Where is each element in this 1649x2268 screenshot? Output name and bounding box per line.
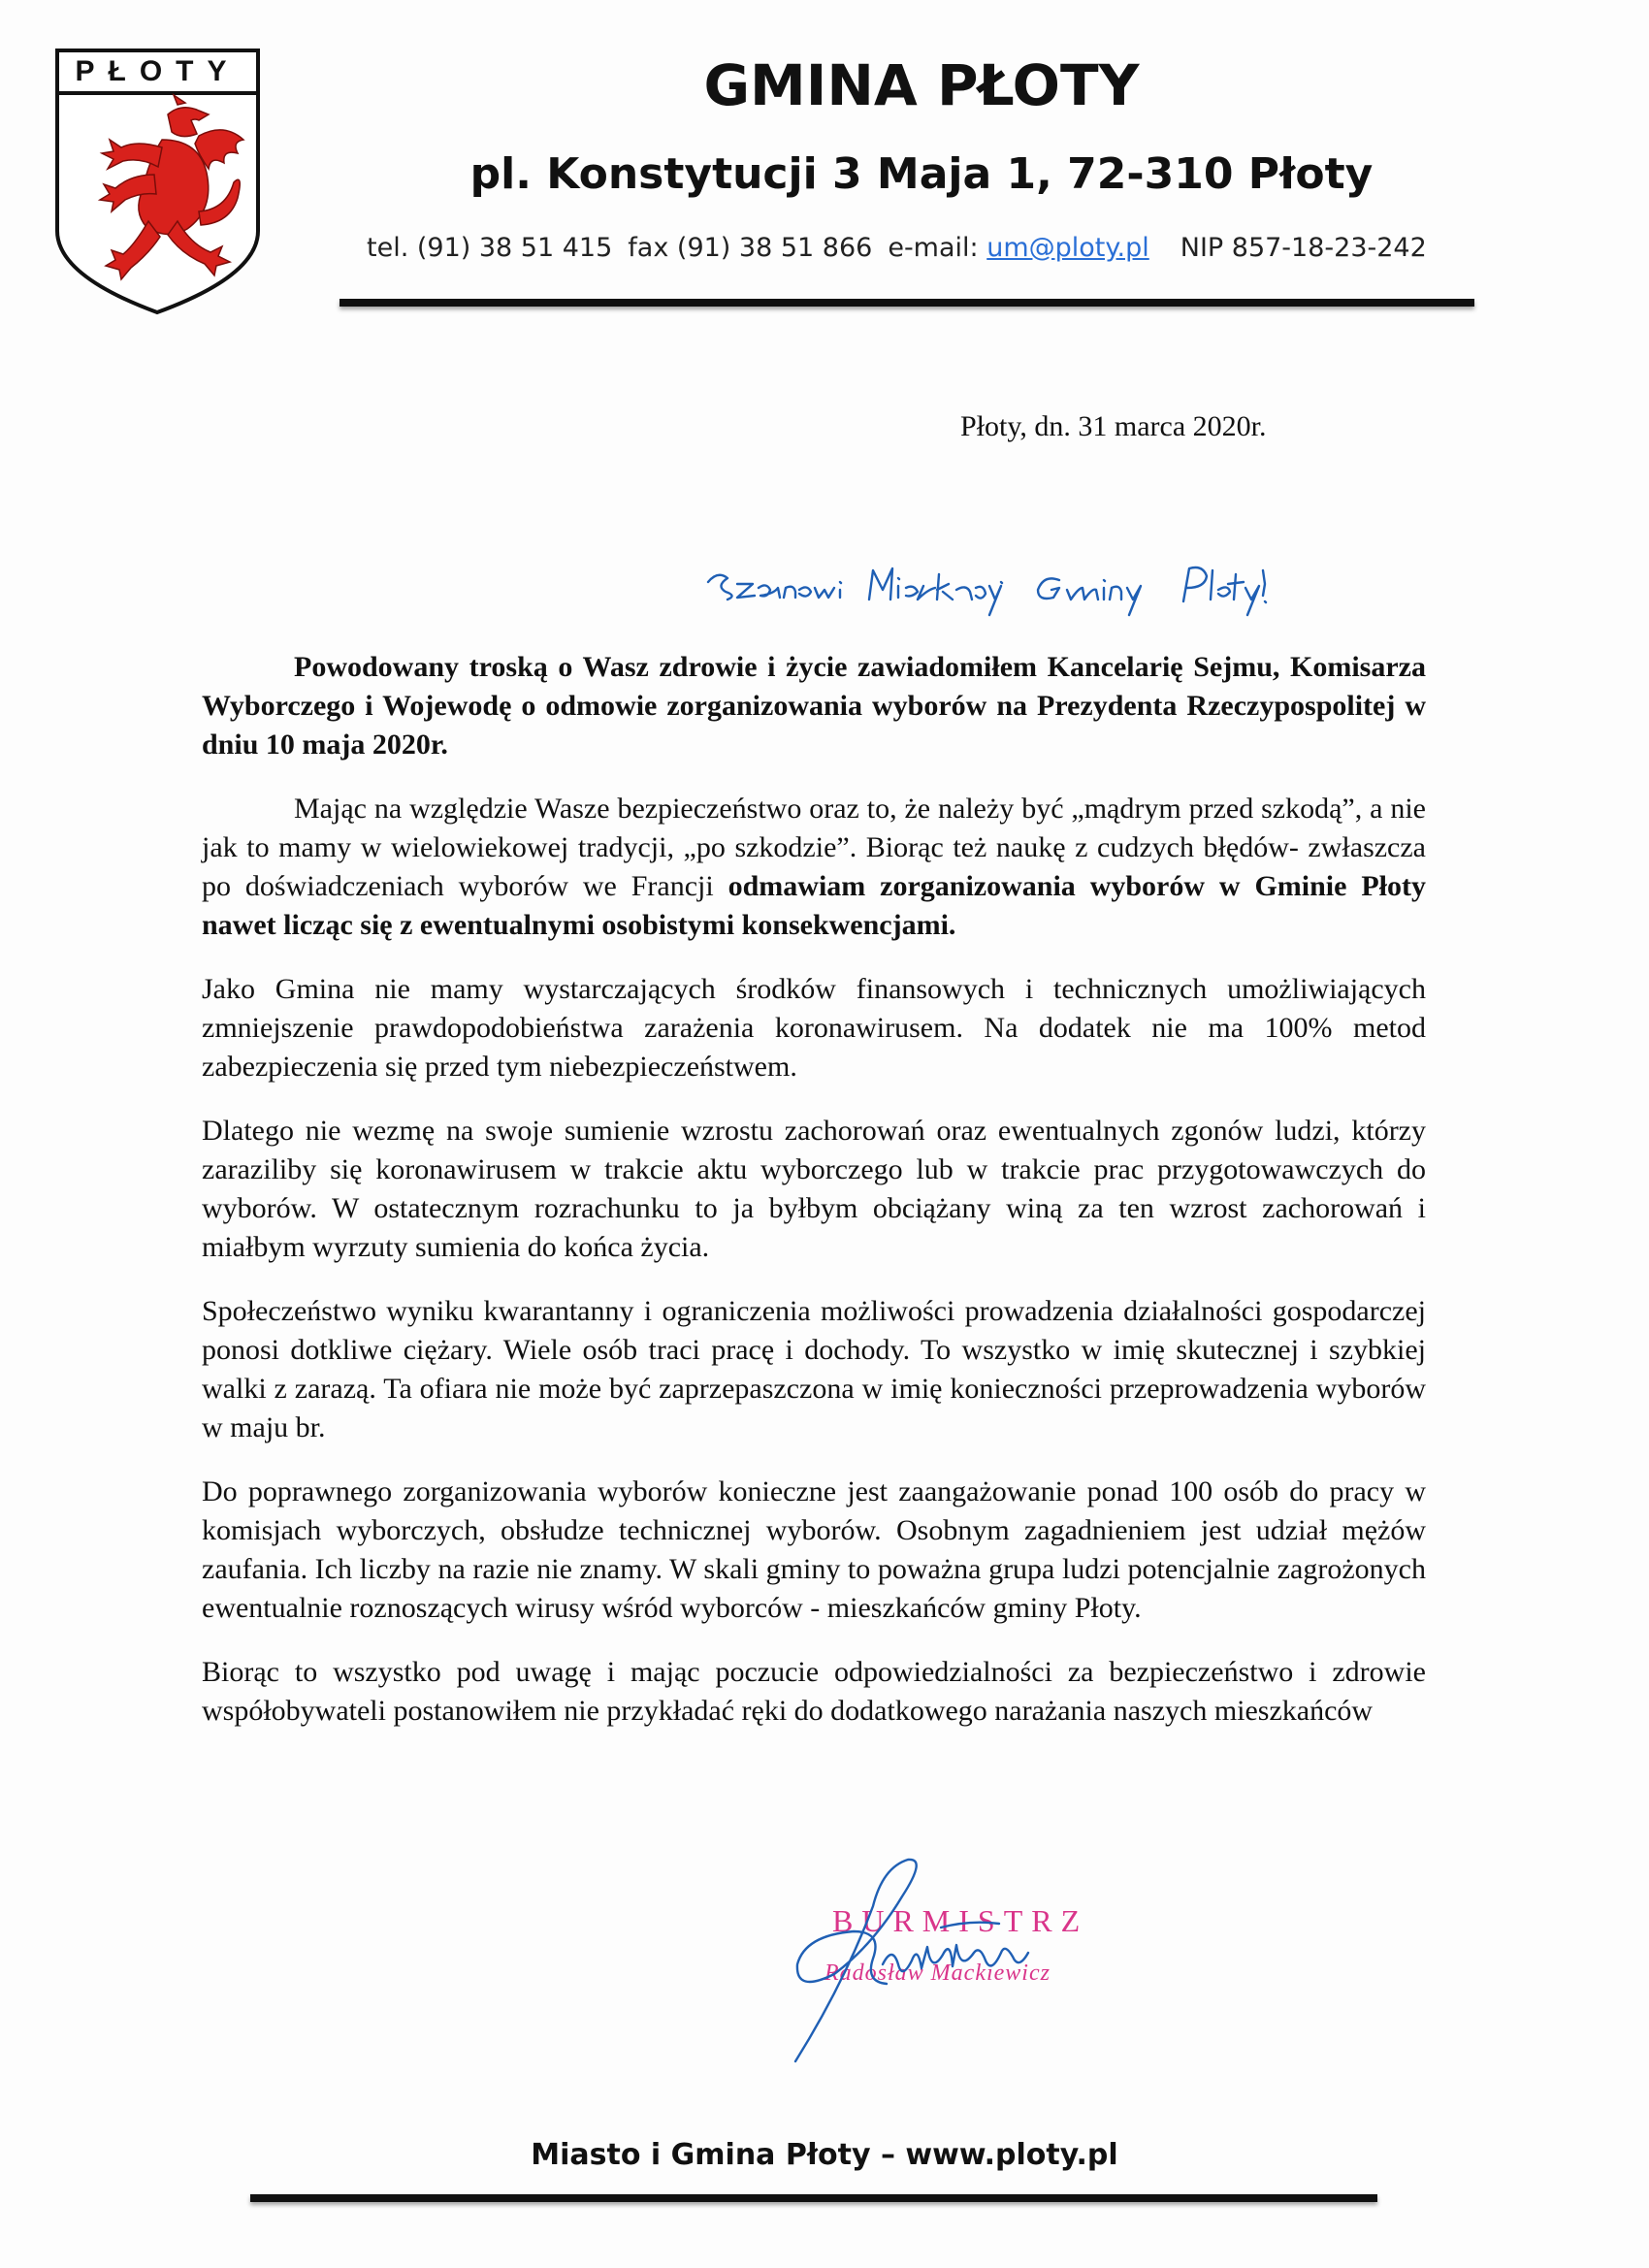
crest-label: PŁOTY [75, 55, 241, 87]
letterhead-title: GMINA PŁOTY [703, 52, 1140, 118]
paragraph-6: Do poprawnego zorganizowania wyborów konieczne jest zaangażowanie ponad 100 osób do pracy w komisjach wyborczych, obsłudze technicznej wyborów. Osobnym zagadnieniem jest udział mężów zaufania. Ich liczby na razie nie znamy. W skali gminy to poważna grupa ludzi potencjalnie zagrożonych ewentualnie roznoszących wirusy wśród wyborców - mieszkańców gminy Płoty. [202, 1475, 1426, 1624]
paragraph-2 [202, 790, 1426, 945]
stamp-name: Radosław Mackiewicz [824, 1960, 1051, 1986]
email-link[interactable]: um@ploty.pl [986, 233, 1149, 263]
footer-text: Miasto i Gmina Płoty – www.ploty.pl [531, 2138, 1118, 2172]
paragraph-3: Jako Gmina nie mamy wystarczających środków finansowych i technicznych umożliwiających zmniejszenie prawdopodobieństwa zarażenia koronawirusem. Na dodatek nie ma 100% metod zabezpieczenia się przed tym niebezpieczeństwem. [202, 973, 1426, 1083]
handwritten-signature [737, 1838, 1145, 2071]
stamp-title: BURMISTRZ [832, 1903, 1089, 1938]
phone-number: tel. (91) 38 51 415 [367, 233, 613, 263]
header-divider [340, 299, 1474, 307]
letter-body [202, 648, 1426, 1756]
paragraph-5: Społeczeństwo wyniku kwarantanny i ograniczenia możliwości prowadzenia działalności gospodarczej ponosi dotkliwe ciężary. Wiele osób traci pracę i dochody. To wszystko w imię skutecznej i szybkiej walki z zarazą. Ta ofiara nie może być zaprzepaszczona w imię konieczności przeprowadzenia wyborów w maju br. [202, 1295, 1426, 1443]
email-label: e-mail: [888, 233, 979, 263]
paragraph-4: Dlatego nie wezmę na swoje sumienie wzrostu zachorowań oraz ewentualnych zgonów ludzi, którzy zaraziliby się koronawirusem w trakcie aktu wyborczego lub w trakcie prac przygotowawczych do wyborów. W ostatecznym rozrachunku to ja byłbym obciążany winą za ten wzrost zachorowań i miałbym wyrzuty sumienia do końca życia. [202, 1115, 1426, 1263]
dateline: Płoty, dn. 31 marca 2020r. [960, 410, 1267, 442]
paragraph-2-emphasis: odmawiam zorganizowania wyborów w Gminie Płoty nawet licząc się z ewentualnymi osobistymi konsekwencjami. [202, 870, 1426, 941]
footer-divider [250, 2194, 1377, 2202]
paragraph-1: Powodowany troską o Wasz zdrowie i życie zawiadomiłem Kancelarię Sejmu, Komisarza Wyborczego i Wojewodę o odmowie zorganizowania wyborów na Prezydenta Rzeczypospolitej w dniu 10 maja 2020r. [202, 651, 1426, 761]
letterhead-contact [367, 229, 1453, 268]
fax-number: fax (91) 38 51 866 [628, 233, 873, 263]
paragraph-2-text: Mając na względzie Wasze bezpieczeństwo oraz to, że należy być „mądrym przed szkodą”, a nie jak to mamy w wielowiekowej tradycji, „po szkodzie”. Biorąc też naukę z cudzych błędów- zwłaszcza po doświadczeniach wyborów we Francji [202, 793, 1426, 902]
handwritten-salutation [698, 532, 1436, 619]
nip-number: NIP 857-18-23-242 [1180, 233, 1427, 263]
paragraph-7: Biorąc to wszystko pod uwagę i mając poczucie odpowiedzialności za bezpieczeństwo i zdrowie współobywateli postanowiłem nie przykładać ręki do dodatkowego narażania naszych mieszkańców [202, 1656, 1426, 1727]
letterhead-address: pl. Konstytucji 3 Maja 1, 72-310 Płoty [469, 149, 1374, 199]
